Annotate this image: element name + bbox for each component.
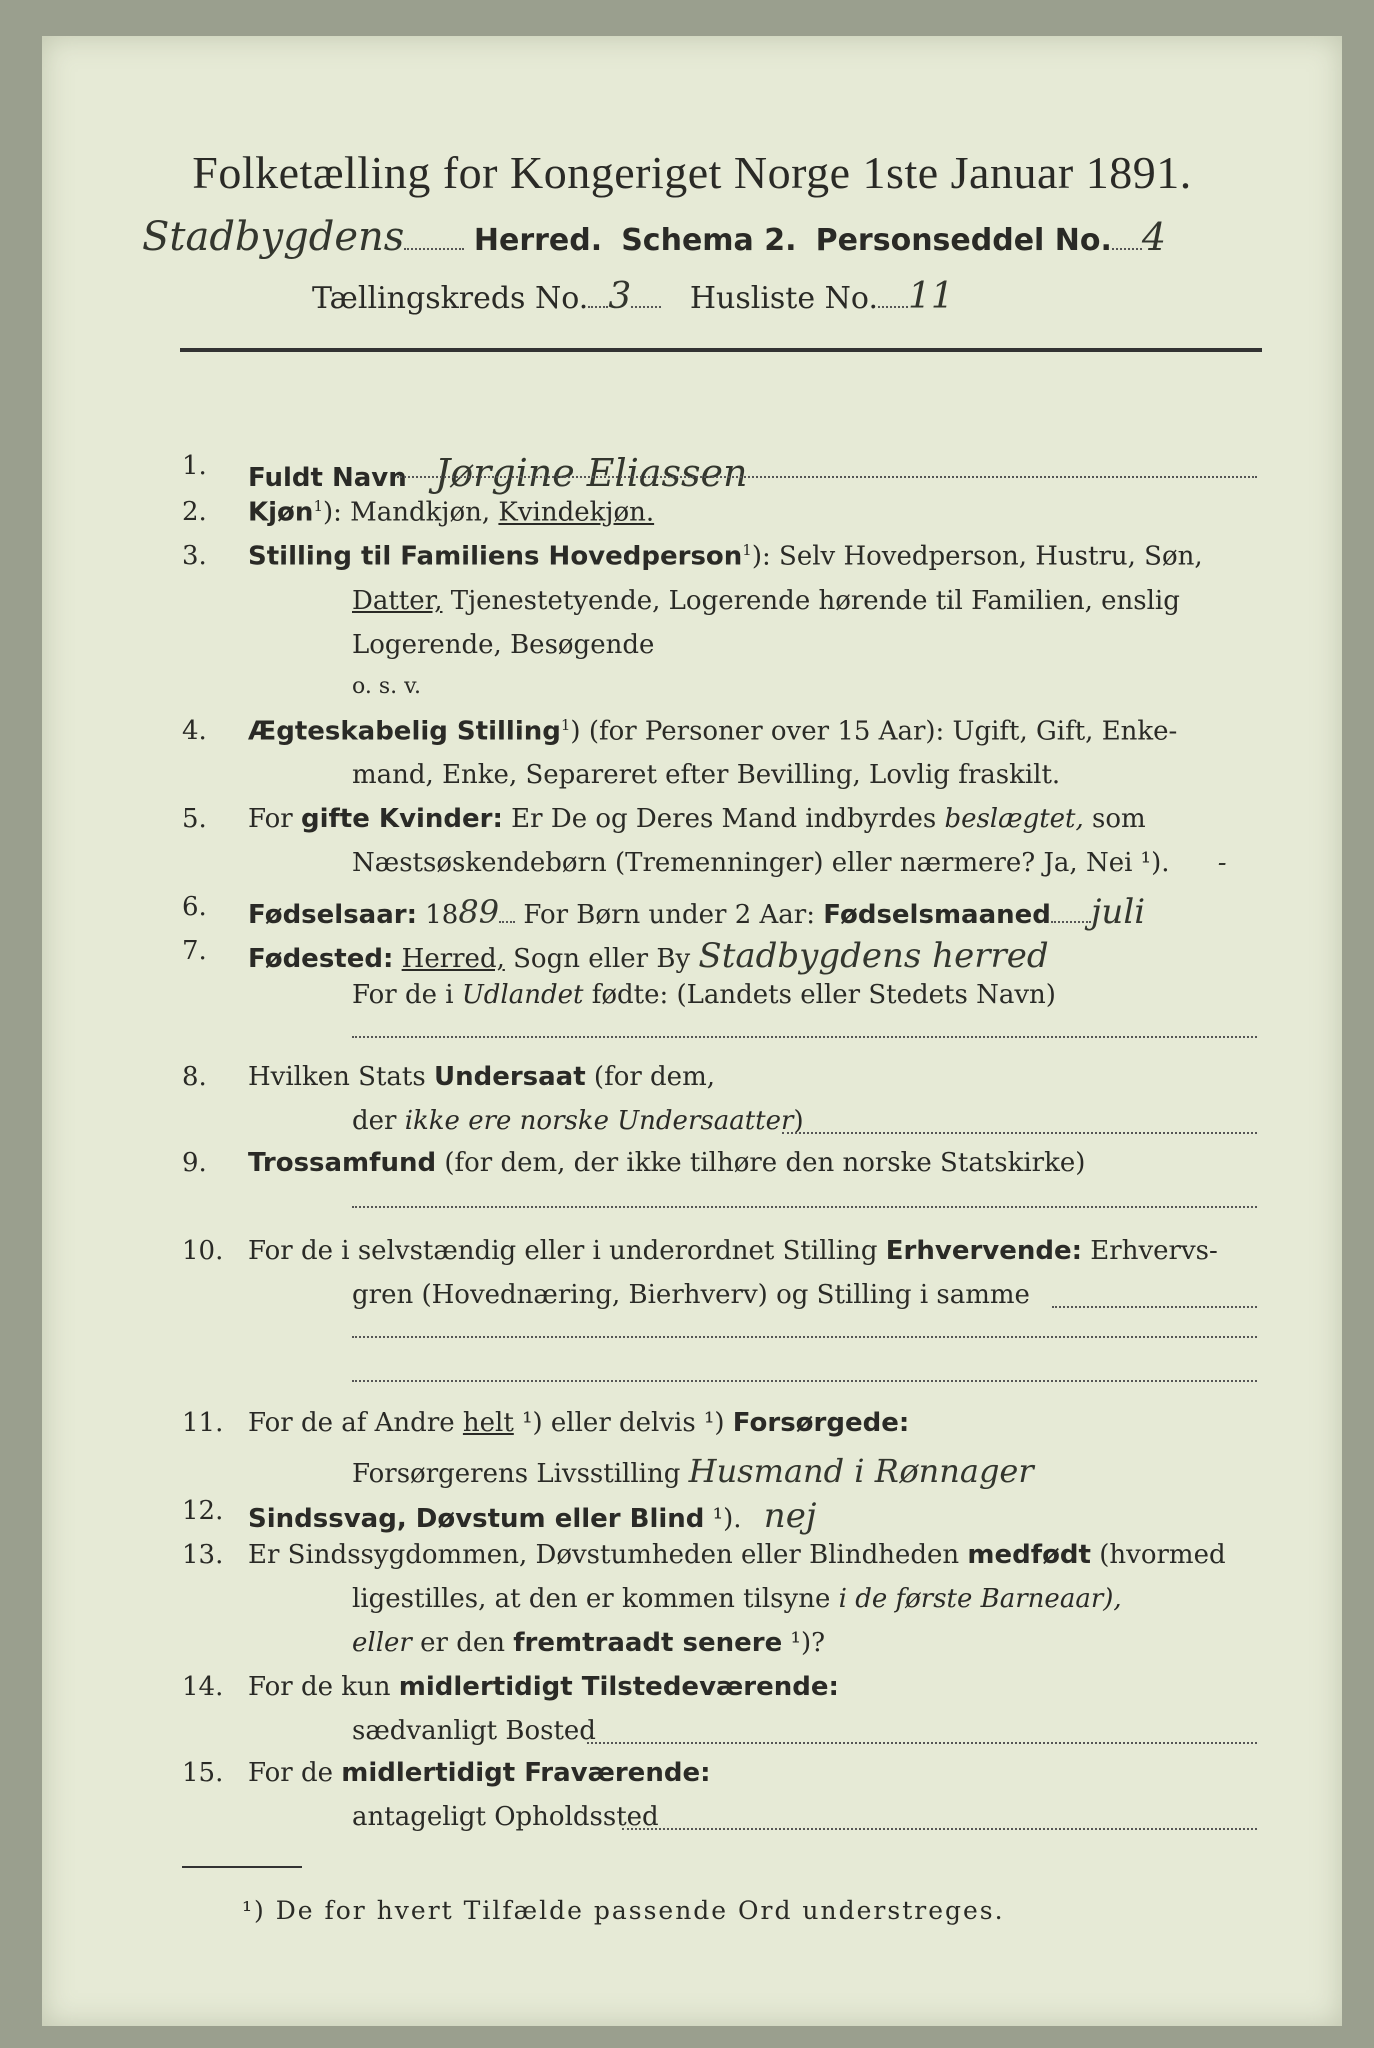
item-text: i de første Barneaar), <box>838 1584 1122 1614</box>
herred-line <box>142 214 1166 260</box>
taellingskreds-label: Tællingskreds No. <box>312 281 589 316</box>
item-text: helt <box>462 1408 514 1438</box>
item-text: For de <box>248 1758 342 1788</box>
item-number: 10. <box>182 1236 224 1266</box>
item-text: Forsørgerens Livsstilling <box>352 1459 681 1489</box>
item-text: er den <box>411 1628 514 1658</box>
item-13-line-3 <box>352 1628 825 1658</box>
personseddel-value: 4 <box>1141 215 1167 259</box>
item-14-line-1 <box>248 1672 839 1702</box>
dotted-line <box>352 1036 1257 1038</box>
fuldt-navn-value: Jørgine Eliassen <box>435 451 748 495</box>
stilling-value: Datter, <box>352 586 443 616</box>
item-8-line-2 <box>352 1106 804 1136</box>
item-number: 8. <box>182 1062 207 1092</box>
item-text: Er Sindssygdommen, Døvstumheden eller Blindheden <box>248 1540 968 1570</box>
item-text: For Børn under 2 Aar: <box>515 900 824 930</box>
item-7-line-2 <box>352 980 1056 1010</box>
item-10-line-1 <box>248 1236 1218 1266</box>
item-text: (for dem, der ikke tilhøre den norske Statskirke) <box>436 1148 1086 1178</box>
item-text: For de kun <box>248 1672 399 1702</box>
item-text: (for dem, <box>585 1062 715 1092</box>
dotted-line <box>352 1336 1257 1338</box>
item-number: 6. <box>182 892 207 922</box>
fremtraadt-label: fremtraadt senere <box>513 1628 783 1658</box>
item-14-line-2: sædvanligt Bosted <box>352 1716 596 1746</box>
item-text: der <box>352 1106 405 1136</box>
medfodt-label: medfødt <box>967 1540 1091 1570</box>
herred-label: Herred. <box>473 223 603 258</box>
item-number: 14. <box>182 1672 224 1702</box>
item-9 <box>248 1148 1085 1178</box>
personseddel-label: Personseddel No. <box>815 223 1112 258</box>
item-text: 18 <box>417 900 459 930</box>
gifte-kvinder-label: gifte Kvinder: <box>300 804 503 834</box>
erhvervende-label: Erhvervende: <box>885 1236 1083 1266</box>
item-number: 1. <box>182 451 207 481</box>
item-text: Er De og Deres Mand indbyrdes <box>502 804 945 834</box>
item-number: 2. <box>182 497 207 527</box>
item-1 <box>248 451 747 495</box>
item-3-line-2 <box>352 586 1180 616</box>
kjon-value: Kvindekjøn. <box>498 497 655 528</box>
item-number: 5. <box>182 804 207 834</box>
sindssvag-value: nej <box>763 1496 817 1536</box>
item-11-line-1 <box>248 1408 909 1438</box>
stilling-label: Stilling til Familiens Hovedperson <box>248 541 743 572</box>
form-title: Folketælling for Kongeriget Norge 1ste Januar 1891. <box>192 147 1192 198</box>
item-text: Sogn eller By <box>504 944 691 974</box>
item-13-line-1 <box>248 1540 1226 1570</box>
item-3-line-3: Logerende, Besøgende <box>352 630 655 660</box>
item-text: For de i selvstændig eller i underordnet Stilling <box>248 1236 886 1266</box>
forsorgede-label: Forsørgede: <box>732 1408 910 1438</box>
item-4-line-2: mand, Enke, Separeret efter Bevilling, Lovlig fraskilt. <box>352 760 1061 790</box>
item-text: For <box>248 804 301 834</box>
trossamfund-label: Trossamfund <box>248 1148 437 1178</box>
fodested-value: Stadbygdens herred <box>698 936 1049 976</box>
item-5-line-1 <box>248 804 1146 834</box>
item-15-line-2: antageligt Opholdssted <box>352 1802 659 1832</box>
fodselsaar-value: 89 <box>458 893 500 931</box>
item-text: eller <box>352 1628 412 1658</box>
item-5-line-2 <box>352 848 1227 878</box>
item-text: ) (for Personer over 15 Aar): Ugift, Gift, Enke- <box>570 716 1178 747</box>
item-text: For de i <box>352 980 462 1010</box>
husliste-label: Husliste No. <box>689 281 878 316</box>
item-text: Hvilken Stats <box>248 1062 434 1092</box>
item-text: Herred, <box>401 944 505 974</box>
item-number: 11. <box>182 1408 224 1438</box>
census-form <box>42 36 1342 2026</box>
item-number: 15. <box>182 1758 224 1788</box>
item-text: (hvormed <box>1090 1540 1226 1570</box>
dotted-line <box>352 1380 1257 1382</box>
item-8-line-1 <box>248 1062 715 1092</box>
taellingskreds-value: 3 <box>608 276 632 317</box>
footnote-marker: 1 <box>313 497 323 515</box>
beslaegtet-value: - <box>1217 848 1227 878</box>
item-number: 3. <box>182 541 207 571</box>
undersaat-label: Undersaat <box>433 1062 586 1092</box>
item-text: ¹). <box>704 1504 742 1534</box>
fodselsmaaned-value: juli <box>1090 892 1146 932</box>
header-rule <box>180 348 1262 352</box>
fravaerende-label: midlertidigt Fraværende: <box>341 1758 711 1788</box>
fodselsmaaned-label: Fødselsmaaned <box>823 900 1051 930</box>
dotted-line <box>587 1742 1257 1744</box>
taellingskreds-line <box>312 276 954 317</box>
fuldt-navn-label: Fuldt Navn <box>248 463 407 493</box>
dotted-line <box>1052 1306 1257 1308</box>
dotted-line <box>782 1132 1257 1134</box>
item-text: Udlandet <box>461 980 584 1010</box>
fodested-label: Fødested: <box>248 944 394 974</box>
footnote-marker: 1 <box>742 541 752 559</box>
herred-value: Stadbygdens <box>142 214 405 260</box>
kjon-label: Kjøn <box>248 497 314 528</box>
footnote: ¹) De for hvert Tilfælde passende Ord understreges. <box>242 1896 1005 1925</box>
item-number: 7. <box>182 936 207 966</box>
item-2 <box>248 497 654 528</box>
item-text: ikke ere norske Undersaatter <box>404 1106 794 1136</box>
husliste-value: 11 <box>907 276 954 317</box>
item-3-line-4: o. s. v. <box>352 674 421 699</box>
footnote-marker: 1 <box>560 716 571 734</box>
item-4-line-1 <box>248 716 1177 747</box>
item-text: ) <box>793 1106 804 1136</box>
item-text: ): Selv Hovedperson, Hustru, Søn, <box>751 541 1203 572</box>
item-text: fødte: (Landets eller Stedets Navn) <box>583 980 1056 1010</box>
item-3-line-1 <box>248 541 1203 572</box>
tilstedevaerende-label: midlertidigt Tilstedeværende: <box>398 1672 839 1702</box>
item-15-line-1 <box>248 1758 710 1788</box>
item-text: ligestilles, at den er kommen tilsyne <box>352 1584 839 1614</box>
item-number: 9. <box>182 1148 207 1178</box>
item-text: Tjenestetyende, Logerende hørende til Familien, enslig <box>442 586 1180 616</box>
forsorger-value: Husmand i Rønnager <box>688 1452 1034 1490</box>
item-text: ¹) eller delvis ¹) <box>513 1408 733 1438</box>
item-10-line-2: gren (Hovednæring, Bierhverv) og Stilling i samme <box>352 1280 1030 1310</box>
aegteskab-label: Ægteskabelig Stilling <box>248 716 561 747</box>
item-text: ¹)? <box>782 1628 826 1658</box>
schema-label: Schema 2. <box>621 223 797 258</box>
item-text: For de af Andre <box>248 1408 463 1438</box>
item-text: som <box>1083 804 1146 834</box>
item-number: 4. <box>182 716 207 746</box>
dotted-line <box>397 476 1257 478</box>
item-number: 12. <box>182 1496 224 1526</box>
dotted-line <box>622 1828 1257 1830</box>
item-12 <box>248 1496 816 1536</box>
footnote-rule <box>182 1866 302 1868</box>
item-text: ): Mandkjøn, <box>322 497 499 528</box>
item-number: 13. <box>182 1540 224 1570</box>
item-11-line-2 <box>352 1452 1034 1490</box>
sindssvag-label: Sindssvag, Døvstum eller Blind <box>248 1504 705 1534</box>
item-text: Næstsøskendebørn (Tremenninger) eller nærmere? Ja, Nei ¹). <box>352 848 1170 878</box>
item-text: beslægtet, <box>944 804 1084 834</box>
item-7-line-1 <box>248 936 1049 976</box>
item-text: Erhvervs- <box>1082 1236 1218 1266</box>
item-6 <box>248 892 1145 932</box>
item-13-line-2 <box>352 1584 1122 1614</box>
dotted-line <box>352 1206 1257 1208</box>
fodselsaar-label: Fødselsaar: <box>248 900 417 930</box>
